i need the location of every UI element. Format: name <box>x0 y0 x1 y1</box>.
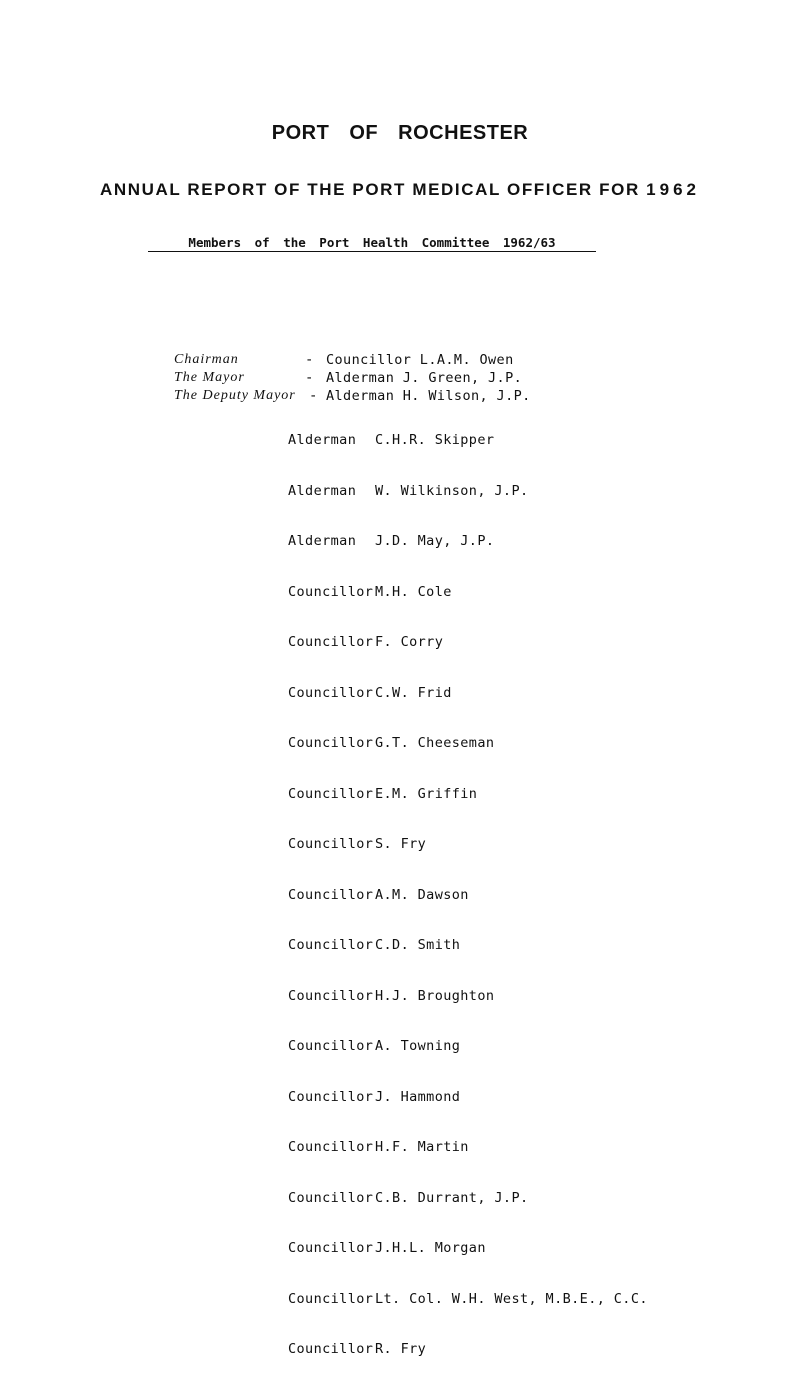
officer-role: The Mayor <box>174 370 245 385</box>
member-title: Alderman <box>288 482 357 499</box>
member-title: Councillor <box>288 684 374 701</box>
member-name: E.M. Griffin <box>375 785 478 802</box>
member-name: A.M. Dawson <box>375 886 469 903</box>
member-name: C.W. Frid <box>375 684 452 701</box>
list-item <box>288 1037 648 1056</box>
member-name: H.F. Martin <box>375 1139 469 1155</box>
list-item <box>288 1340 648 1359</box>
member-title: Alderman <box>288 533 357 549</box>
report-title-text: ANNUAL REPORT OF THE PORT MEDICAL OFFICER FOR <box>100 180 640 199</box>
member-title: Councillor <box>288 1341 374 1357</box>
officer-dash: - <box>305 370 314 386</box>
member-title: Councillor <box>288 1290 374 1307</box>
member-title: Councillor <box>288 634 374 650</box>
list-item <box>288 835 648 854</box>
member-name: C.B. Durrant, J.P. <box>375 1189 529 1206</box>
member-name: R. Fry <box>375 1341 427 1357</box>
list-item <box>288 1290 648 1309</box>
member-name: W. Wilkinson, J.P. <box>375 482 529 499</box>
officer-name: Councillor L.A.M. Owen <box>326 352 514 368</box>
port-title: PORT OF ROCHESTER <box>271 122 529 144</box>
member-name: J.H.L. Morgan <box>375 1240 486 1256</box>
member-title: Councillor <box>288 1038 374 1054</box>
report-title <box>0 180 800 200</box>
member-title: Councillor <box>288 735 374 751</box>
list-item <box>288 532 648 551</box>
list-item <box>288 684 648 703</box>
members-list <box>288 399 648 1375</box>
member-name: H.J. Broughton <box>375 987 495 1004</box>
member-name: A. Towning <box>375 1038 461 1054</box>
officer-role: The Deputy Mayor <box>174 388 296 403</box>
member-title: Councillor <box>288 937 374 953</box>
member-title: Councillor <box>288 1189 374 1206</box>
member-name: M.H. Cole <box>375 583 452 600</box>
list-item <box>288 1239 648 1258</box>
member-name: Lt. Col. W.H. West, M.B.E., C.C. <box>375 1290 648 1307</box>
member-name: G.T. Cheeseman <box>375 735 495 751</box>
committee-heading: Members of the Port Health Committee 1962/63 <box>148 235 596 252</box>
member-title: Councillor <box>288 785 374 802</box>
member-name: J.D. May, J.P. <box>375 533 495 549</box>
officer-name: Alderman H. Wilson, J.P. <box>326 388 531 404</box>
member-name: J. Hammond <box>375 1088 461 1105</box>
list-item <box>288 583 648 602</box>
list-item <box>288 431 648 450</box>
list-item <box>288 785 648 804</box>
member-name: S. Fry <box>375 836 427 852</box>
member-title: Councillor <box>288 583 374 600</box>
member-title: Councillor <box>288 987 374 1004</box>
list-item <box>288 1189 648 1208</box>
list-item <box>288 936 648 955</box>
list-item <box>288 633 648 652</box>
officer-dash: - <box>309 388 318 404</box>
member-name: C.D. Smith <box>375 937 461 953</box>
list-item <box>288 482 648 501</box>
list-item <box>288 1088 648 1107</box>
member-title: Councillor <box>288 836 374 852</box>
member-title: Councillor <box>288 1139 374 1155</box>
list-item <box>288 734 648 753</box>
list-item <box>288 1138 648 1157</box>
officer-dash: - <box>305 352 314 368</box>
officer-role: Chairman <box>174 352 239 367</box>
member-name: F. Corry <box>375 634 444 650</box>
list-item <box>288 886 648 905</box>
officer-name: Alderman J. Green, J.P. <box>326 370 523 386</box>
member-title: Councillor <box>288 1088 374 1105</box>
member-name: C.H.R. Skipper <box>375 432 495 448</box>
list-item <box>288 987 648 1006</box>
member-title: Councillor <box>288 886 374 903</box>
member-title: Councillor <box>288 1240 374 1256</box>
report-year: 1962 <box>646 180 700 199</box>
member-title: Alderman <box>288 432 357 448</box>
